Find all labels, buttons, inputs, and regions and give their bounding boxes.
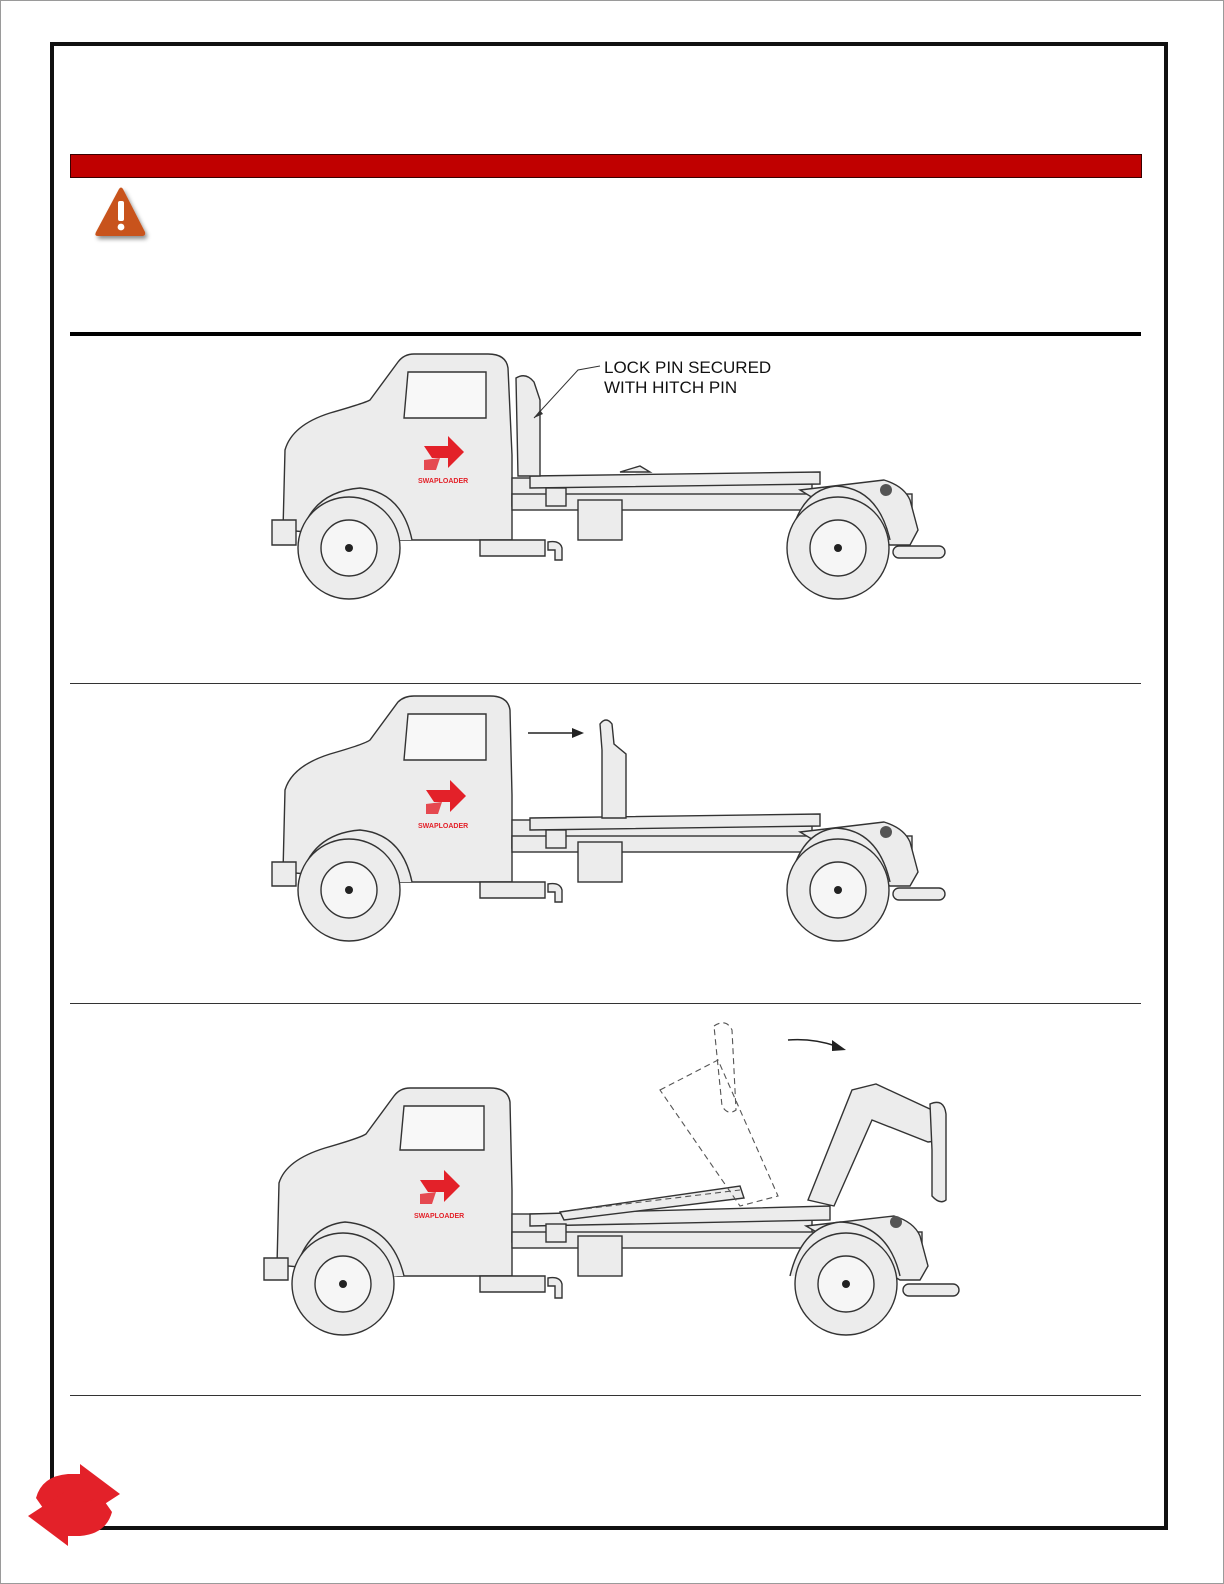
truck-illustration — [0, 690, 1224, 990]
section-divider — [70, 1395, 1141, 1396]
hook-arm-ghost — [576, 1023, 778, 1210]
truck-illustration — [0, 1010, 1224, 1390]
figure-hook-raised — [0, 690, 1224, 990]
swaploader-logo-icon — [28, 1464, 120, 1546]
warning-header-bar — [70, 154, 1142, 178]
motion-arrow-icon — [788, 1040, 836, 1046]
door-logo-text: SWAPLOADER — [418, 478, 469, 485]
section-divider — [70, 332, 1141, 336]
callout-line-1: LOCK PIN SECURED — [604, 358, 772, 377]
door-logo-text: SWAPLOADER — [418, 823, 469, 830]
callout-line-2: WITH HITCH PIN — [604, 378, 738, 397]
hook-arm — [600, 720, 626, 818]
warning-triangle-icon — [88, 184, 154, 250]
callout-lock-pin — [604, 358, 804, 398]
figure-hook-swing — [0, 1010, 1224, 1390]
section-divider — [70, 683, 1141, 684]
hook-arm — [808, 1084, 944, 1206]
hook-arm — [516, 376, 540, 476]
section-divider — [70, 1003, 1141, 1004]
door-logo-text: SWAPLOADER — [414, 1213, 465, 1220]
